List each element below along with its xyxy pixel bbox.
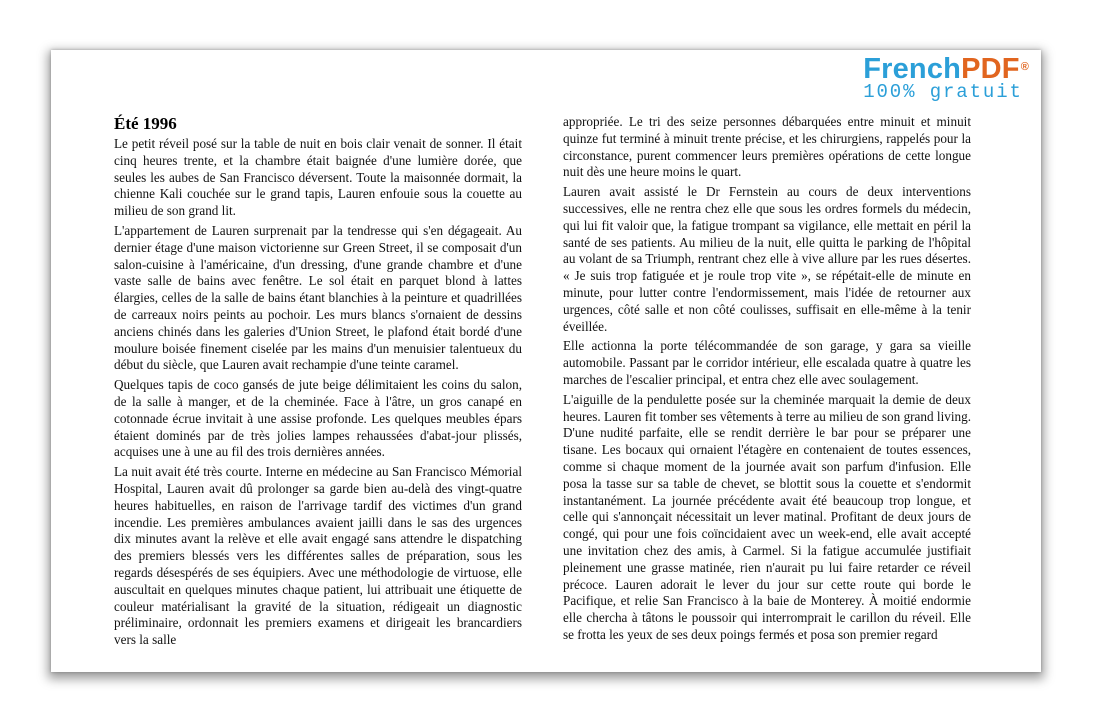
paragraph: appropriée. Le tri des seize personnes débarquées entre minuit et minuit quinze fut terminé à minuit trente précise, et les chirurgiens, rappelés pour la circonstance, purent commencer leurs premières opérations de cette longue nuit dès une heure moins le quart. [563,114,971,180]
logo-brand-pdf: PDF [961,53,1020,85]
paragraph: Le petit réveil posé sur la table de nuit en bois clair venait de sonner. Il était cinq heures trente, et la chambre était baignée d'une lumière dorée, que seules les aubes de San Francisco déversent. Toute la maisonnée dormait, la chienne Kali couchée sur le grand tapis, Lauren enfouie sous la couette au milieu de son grand lit. [114,136,522,219]
paragraph: Elle actionna la porte télécommandée de son garage, y gara sa vieille automobile. Passant par le corridor intérieur, elle escalada quatre à quatre les marches de l'escalier principal, et entra chez elle avec soulagement. [563,338,971,387]
logo-tagline: 100% gratuit [863,81,1023,103]
logo-registered-mark: ® [1020,61,1029,73]
paragraph: L'aiguille de la pendulette posée sur la cheminée marquait la demie de deux heures. Lauren fit tomber ses vêtements à terre au milieu de son grand living. D'une nudité parfaite, elle se rendit derrière le bar pour se préparer une tisane. Les bocaux qui ornaient l'étagère en contenaient de toutes essences, comme si chaque moment de la journée avait son parfum d'infusion. Elle posa la tasse sur sa table de chevet, se blottit sous la couette et s'endormit instantanément. La journée précédente avait été beaucoup trop longue, et celle qui s'annonçait nécessitait un lever matinal. Profitant de deux jours de congé, qui pour une fois coïncidaient avec un week-end, elle avait accepté une invitation chez des amis, à Carmel. Si la fatigue accumulée justifiait pleinement une grasse matinée, rien n'aurait pu lui faire retarder ce réveil précoce. Lauren adorait le lever du jour sur cette route qui borde le Pacifique, et relie San Francisco à la baie de Monterey. À moitié endormie elle chercha à tâtons le poussoir qui interromprait le carillon du réveil. Elle se frotta les yeux de ses deux poings fermés et posa son premier regard [563,391,971,642]
frenchpdf-logo[interactable] [863,54,1029,102]
text-column-left [114,114,522,652]
paragraph: Quelques tapis de coco gansés de jute beige délimitaient les coins du salon, de la salle à manger, et de la cheminée. Face à l'âtre, un gros canapé en cotonnade écrue invitait à une assise profonde. Les quelques meubles épars étaient dominés par de très jolies lampes rehaussées d'abat-jour plissés, acquises une à une au fil des trois dernières années. [114,377,522,460]
logo-title [863,54,1029,84]
text-column-right [563,114,971,647]
logo-brand-french: French [863,53,962,85]
document-page [51,50,1041,672]
paragraph: Lauren avait assisté le Dr Fernstein au cours de deux interventions successives, elle ne rentra chez elle que sous les ordres formels du médecin, qui lui fit valoir que, la fatigue trompant sa vigilance, elle mettait en péril la santé de ses patients. Au milieu de la nuit, elle quitta le parking de l'hôpital au volant de sa Triumph, rentrant chez elle à vive allure par les rues désertes. « Je suis trop fatiguée et je roule trop vite », se répétait-elle de minute en minute, pour lutter contre l'endormissement, mais l'idée de retourner aux urgences, côté salle et non côté coulisses, suffisait en elle-même à la tenir éveillée. [563,184,971,334]
paragraph: L'appartement de Lauren surprenait par la tendresse qui s'en dégageait. Au dernier étage d'une maison victorienne sur Green Street, il se composait d'un salon-cuisine à l'américaine, d'un dressing, d'une grande chambre et d'une vaste salle de bains avec fenêtre. Le sol était en parquet blond à lattes élargies, celles de la salle de bains étant blanchies à la peinture et quadrillées de carreaux noirs peints au pochoir. Les murs blancs s'ornaient de dessins anciens chinés dans les galeries d'Union Street, le plafond était bordé d'une moulure boisée finement ciselée par les mains d'un menuisier talentueux du début du siècle, que Lauren avait rechampie d'une teinte caramel. [114,222,522,373]
paragraph: La nuit avait été très courte. Interne en médecine au San Francisco Mémorial Hospital, Lauren avait dû prolonger sa garde bien au-delà des vingt-quatre heures habituelles, en raison de l'arrivage tardif des victimes d'un grand incendie. Les premières ambulances avaient jailli dans le sas des urgences dix minutes avant la relève et elle avait engagé sans attendre le dispatching des premiers blessés vers les différentes salles de préparation, sous les regards désespérés de ses équipiers. Avec une méthodologie de virtuose, elle auscultait en quelques minutes chaque patient, lui attribuait une étiquette de couleur matérialisant la gravité de la situation, rédigeait un diagnostic préliminaire, ordonnait les premiers examens et dirigeait les brancardiers vers la salle [114,464,522,648]
chapter-heading: Été 1996 [114,114,177,133]
